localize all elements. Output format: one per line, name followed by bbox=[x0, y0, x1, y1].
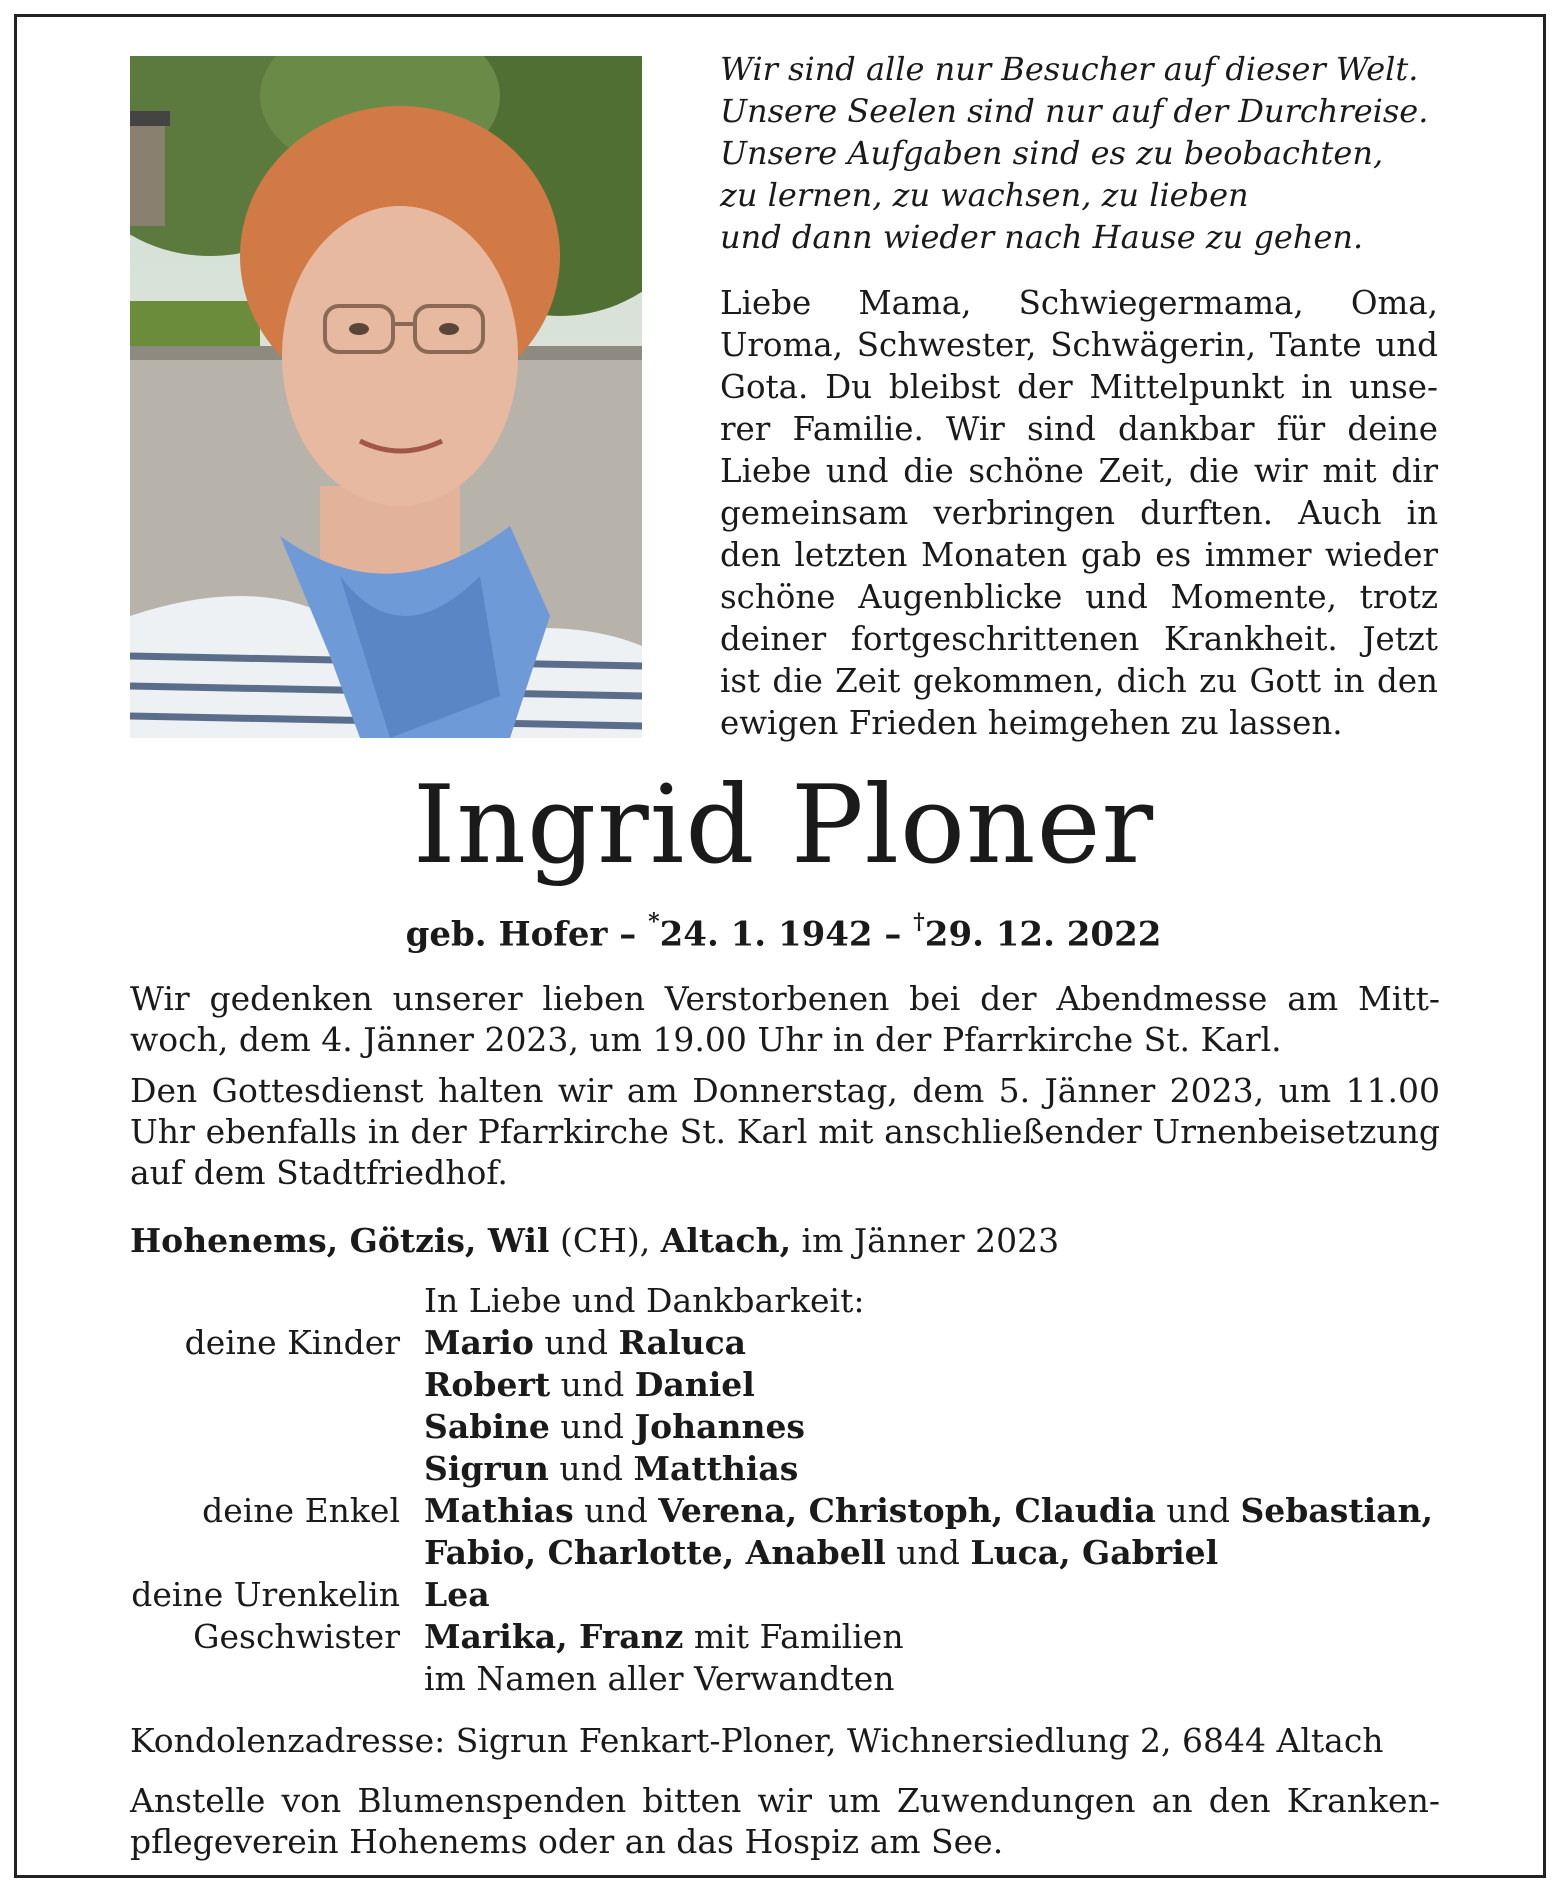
birth-name: geb. Hofer bbox=[405, 914, 608, 955]
place-date-line bbox=[130, 1220, 1440, 1262]
child-name: Mario bbox=[424, 1323, 534, 1362]
poem-line: und dann wieder nach Hause zu gehen. bbox=[720, 218, 1364, 256]
country: (CH), bbox=[549, 1221, 661, 1260]
family-row: deine Kinder Mario und Raluca bbox=[100, 1322, 1500, 1364]
poem-line: zu lernen, zu wachsen, zu lieben bbox=[720, 176, 1249, 214]
separator: – bbox=[884, 914, 902, 955]
death-date: 29. 12. 2022 bbox=[924, 914, 1162, 955]
partner-name: Raluca bbox=[618, 1323, 747, 1362]
intro-text: Liebe Mama, Schwiegermama, Oma, Uroma, Schwester, Schwägerin, Tante und Gota. Du bleibst der Mittelpunkt in unserer Familie. Wir sind dankbar für deine Liebe und die schöne Zeit, die wir mit dir gemeinsam verbringen durften. Auch in den letzten Monaten gab es immer wieder schöne Augenblicke und Momente, trotz deiner fortgeschrittenen Krankheit. Jetzt ist die Zeit gekommen, dich zu Gott in den ewigen Frieden heimgehen zu lassen. bbox=[720, 284, 1438, 742]
memorial-mass-paragraph: Wir gedenken unserer lieben Verstorbenen bei der Abendmesse am Mittwoch, dem 4. Jänner 2023, um 19.00 Uhr in der Pfarrkirche St. Karl. bbox=[130, 979, 1440, 1059]
closing-line: im Namen aller Verwandten bbox=[424, 1659, 895, 1698]
grandchildren-label: deine Enkel bbox=[202, 1491, 400, 1530]
deceased-name: Ingrid Ploner bbox=[412, 763, 1155, 888]
month-year: im Jänner 2023 bbox=[791, 1221, 1060, 1260]
death-symbol: † bbox=[913, 909, 925, 935]
town: Altach, bbox=[660, 1221, 792, 1260]
family-row bbox=[100, 1658, 1500, 1700]
birth-date: 24. 1. 1942 bbox=[659, 914, 873, 955]
family-row: deine Enkel Mathias und Verena, Christoph, Claudia und Sebastian, bbox=[100, 1490, 1500, 1532]
life-dates bbox=[0, 904, 1567, 956]
sibling-names: Marika, Franz bbox=[424, 1617, 684, 1656]
family-list bbox=[100, 1280, 1500, 1700]
grandchild-name: Mathias bbox=[424, 1491, 574, 1530]
poem bbox=[720, 48, 1440, 258]
family-row: Sabine und Johannes bbox=[424, 1407, 806, 1446]
grandchild-names: Luca, Gabriel bbox=[970, 1533, 1219, 1572]
grandchild-name: Sebastian, bbox=[1240, 1491, 1433, 1530]
family-row: Geschwister Marika, Franz mit Familien bbox=[100, 1616, 1500, 1658]
child-name: Sabine bbox=[424, 1407, 550, 1446]
siblings-label: Geschwister bbox=[193, 1617, 400, 1656]
family-row: Fabio, Charlotte, Anabell und Luca, Gabriel bbox=[424, 1533, 1219, 1572]
poem-line: Unsere Aufgaben sind es zu beobachten, bbox=[720, 134, 1384, 172]
partner-name: Daniel bbox=[634, 1365, 755, 1404]
towns: Hohenems, Götzis, Wil bbox=[130, 1221, 550, 1260]
poem-line: Wir sind alle nur Besucher auf dieser Welt. bbox=[720, 50, 1419, 88]
grandchild-names: Fabio, Charlotte, Anabell bbox=[424, 1533, 886, 1572]
poem-line: Unsere Seelen sind nur auf der Durchreise. bbox=[720, 92, 1429, 130]
family-row bbox=[100, 1280, 1500, 1322]
portrait-photo bbox=[130, 56, 642, 738]
family-row bbox=[100, 1574, 1500, 1616]
birth-symbol: * bbox=[648, 909, 660, 935]
partner-name: Johannes bbox=[634, 1407, 806, 1446]
condolence-address: Kondolenzadresse: Sigrun Fenkart-Ploner, Wichnersiedlung 2, 6844 Altach bbox=[130, 1721, 1384, 1760]
family-heading: In Liebe und Dankbarkeit: bbox=[424, 1281, 865, 1320]
funeral-service-paragraph: Den Gottesdienst halten wir am Donnerstag, dem 5. Jänner 2023, um 11.00 Uhr ebenfalls in der Pfarrkirche St. Karl mit anschließender Urnenbeisetzung auf dem Stadtfriedhof. bbox=[130, 1071, 1440, 1192]
separator: – bbox=[619, 914, 637, 955]
grandchild-names: Verena, Christoph, Claudia bbox=[658, 1491, 1156, 1530]
children-label: deine Kinder bbox=[184, 1323, 400, 1362]
partner-name: Matthias bbox=[633, 1449, 799, 1488]
family-row: Robert und Daniel bbox=[424, 1365, 755, 1404]
great-granddaughter-label: deine Urenkelin bbox=[131, 1575, 400, 1614]
child-name: Sigrun bbox=[424, 1449, 549, 1488]
great-grandchild-name: Lea bbox=[424, 1575, 490, 1614]
donation-note: Anstelle von Blumenspenden bitten wir um Zuwendungen an den Krankenpflegeverein Hohenems oder an das Hospiz am See. bbox=[130, 1781, 1440, 1861]
child-name: Robert bbox=[424, 1365, 551, 1404]
family-row: Sigrun und Matthias bbox=[424, 1449, 799, 1488]
